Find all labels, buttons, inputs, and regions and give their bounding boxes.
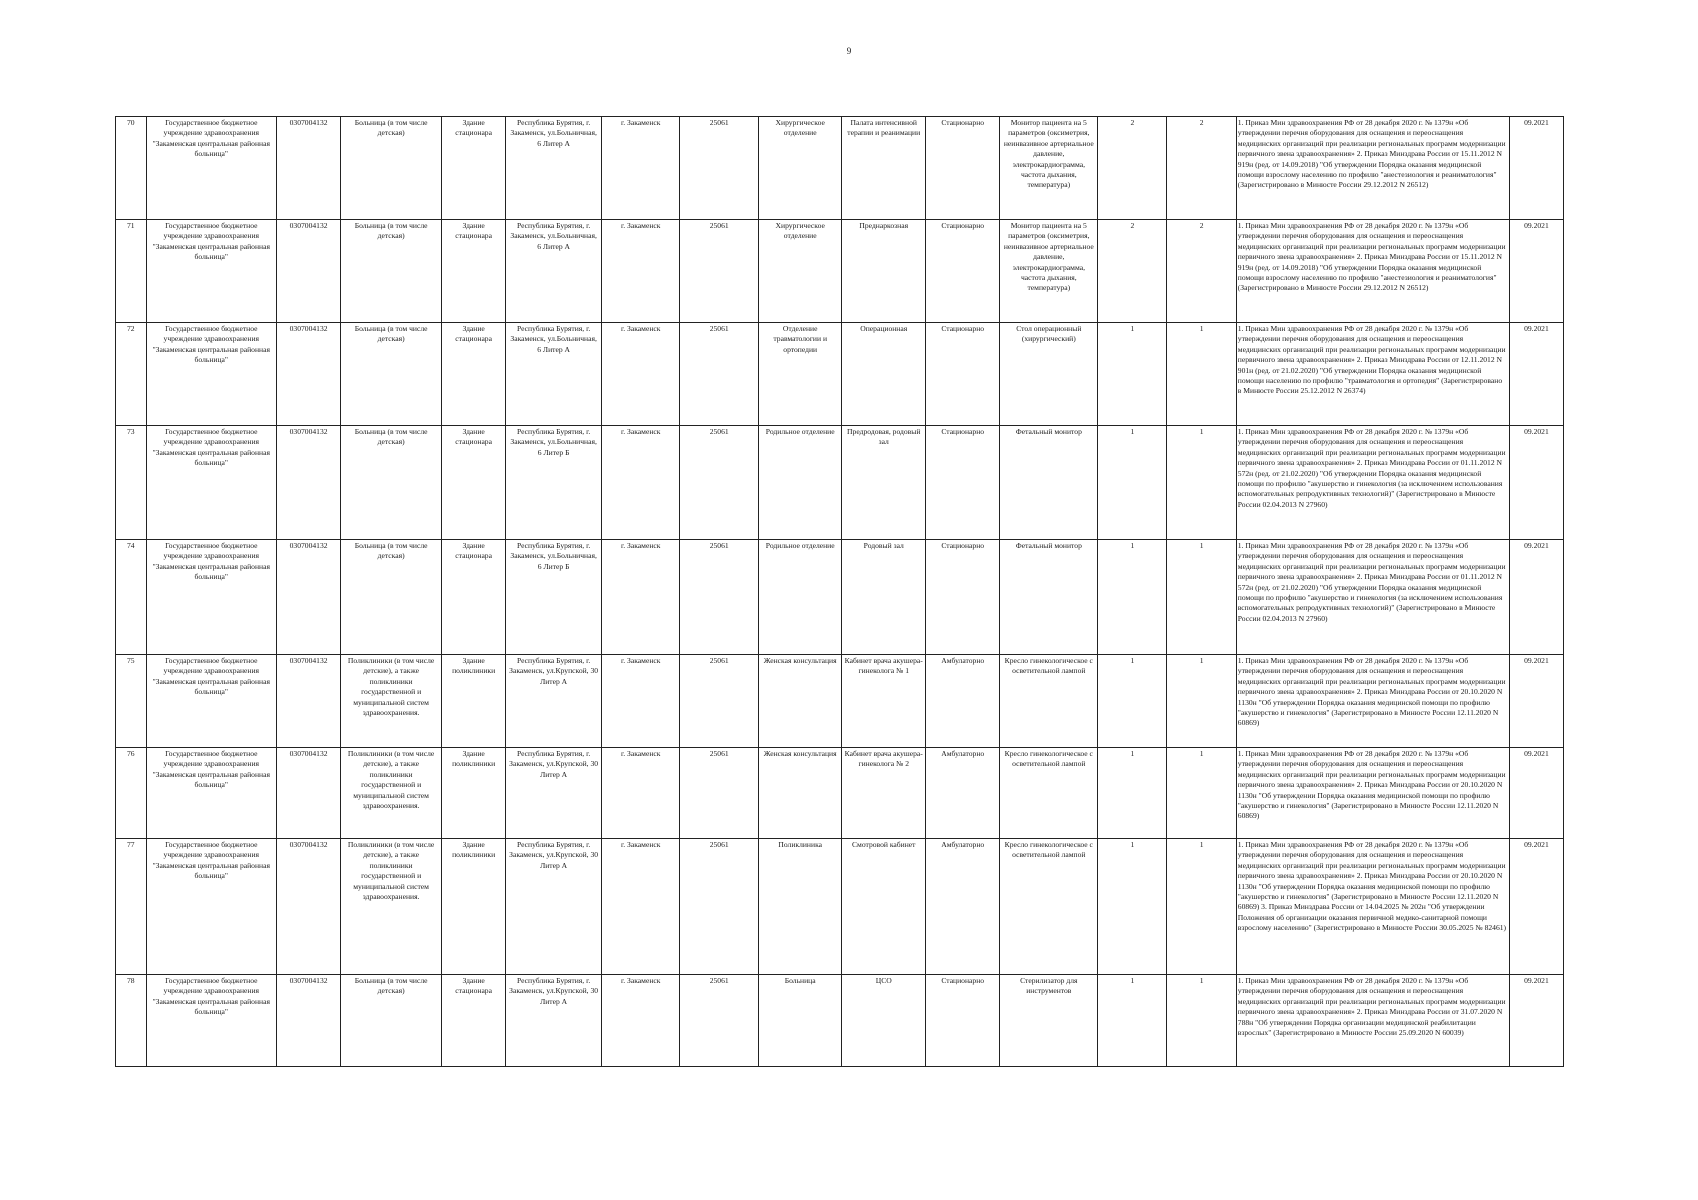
care-mode: Амбулаторно bbox=[926, 655, 1000, 748]
building: Здание стационара bbox=[442, 323, 506, 426]
address: Республика Бурятия, г. Закаменск, ул.Больничная, 6 Литер А bbox=[506, 117, 602, 220]
equipment-name: Кресло гинекологическое с осветительной лампой bbox=[1000, 655, 1098, 748]
address: Республика Бурятия, г. Закаменск, ул.Больничная, 6 Литер Б bbox=[506, 540, 602, 655]
department: Хирургическое отделение bbox=[758, 117, 842, 220]
equipment-name: Кресло гинекологическое с осветительной лампой bbox=[1000, 839, 1098, 975]
facility-type: Больница (в том числе детская) bbox=[341, 975, 442, 1067]
facility-type: Больница (в том числе детская) bbox=[341, 426, 442, 540]
delivery-date: 09.2021 bbox=[1509, 839, 1563, 975]
room: Кабинет врача акушера-гинеколога № 2 bbox=[842, 748, 926, 839]
department: Хирургическое отделение bbox=[758, 220, 842, 323]
quantity-planned: 1 bbox=[1098, 839, 1167, 975]
care-mode: Стационарно bbox=[926, 426, 1000, 540]
quantity-planned: 2 bbox=[1098, 220, 1167, 323]
room: Смотровой кабинет bbox=[842, 839, 926, 975]
organization-code: 0307004132 bbox=[276, 220, 340, 323]
quantity-required: 1 bbox=[1167, 839, 1236, 975]
table-row bbox=[116, 426, 1564, 540]
city: г. Закаменск bbox=[602, 748, 680, 839]
row-number: 70 bbox=[116, 117, 147, 220]
locality-index: 25061 bbox=[680, 540, 758, 655]
row-number: 75 bbox=[116, 655, 147, 748]
building: Здание стационара bbox=[442, 426, 506, 540]
legal-basis: 1. Приказ Мин здравоохранения РФ от 28 декабря 2020 г. № 1379н «Об утверждении перечня оборудования для оснащения и переоснащения медицинских организаций при реализации региональных программ модернизации первичного звена здравоохранения» 2. Приказ Минздрава России от 15.11.2012 N 919н (ред. от 14.09.2018) "Об утверждении Порядка оказания медицинской помощи взрослому населению по профилю "анестезиология и реаниматология" (Зарегистрировано в Минюсте России 29.12.2012 N 26512) bbox=[1236, 220, 1509, 323]
organization-name: Государственное бюджетное учреждение здравоохранения "Закаменская центральная районная больница" bbox=[146, 655, 276, 748]
care-mode: Стационарно bbox=[926, 540, 1000, 655]
building: Здание поликлиники bbox=[442, 748, 506, 839]
room: Предродовая, родовый зал bbox=[842, 426, 926, 540]
quantity-required: 1 bbox=[1167, 655, 1236, 748]
row-number: 73 bbox=[116, 426, 147, 540]
locality-index: 25061 bbox=[680, 655, 758, 748]
care-mode: Стационарно bbox=[926, 975, 1000, 1067]
city: г. Закаменск bbox=[602, 220, 680, 323]
page-number: 9 bbox=[846, 46, 852, 56]
department: Женская консультация bbox=[758, 748, 842, 839]
delivery-date: 09.2021 bbox=[1509, 117, 1563, 220]
organization-name: Государственное бюджетное учреждение здравоохранения "Закаменская центральная районная больница" bbox=[146, 975, 276, 1067]
organization-code: 0307004132 bbox=[276, 748, 340, 839]
table-row bbox=[116, 975, 1564, 1067]
room: Палата интенсивной терапии и реанимации bbox=[842, 117, 926, 220]
room: Кабинет врача акушера-гинеколога № 1 bbox=[842, 655, 926, 748]
organization-code: 0307004132 bbox=[276, 117, 340, 220]
room: Операционная bbox=[842, 323, 926, 426]
department: Поликлиника bbox=[758, 839, 842, 975]
city: г. Закаменск bbox=[602, 540, 680, 655]
building: Здание стационара bbox=[442, 117, 506, 220]
department: Женская консультация bbox=[758, 655, 842, 748]
equipment-name: Фетальный монитор bbox=[1000, 426, 1098, 540]
quantity-planned: 1 bbox=[1098, 975, 1167, 1067]
address: Республика Бурятия, г. Закаменск, ул.Крупской, 30 Литер А bbox=[506, 655, 602, 748]
row-number: 77 bbox=[116, 839, 147, 975]
organization-name: Государственное бюджетное учреждение здравоохранения "Закаменская центральная районная больница" bbox=[146, 117, 276, 220]
city: г. Закаменск bbox=[602, 839, 680, 975]
delivery-date: 09.2021 bbox=[1509, 748, 1563, 839]
legal-basis: 1. Приказ Мин здравоохранения РФ от 28 декабря 2020 г. № 1379н «Об утверждении перечня оборудования для оснащения и переоснащения медицинских организаций при реализации региональных программ модернизации первичного звена здравоохранения» 2. Приказ Минздрава России от 12.11.2012 N 901н (ред. от 21.02.2020) "Об утверждении Порядка оказания медицинской помощи населению по профилю "травматология и ортопедия" (Зарегистрировано в Минюсте России 25.12.2012 N 26374) bbox=[1236, 323, 1509, 426]
facility-type: Больница (в том числе детская) bbox=[341, 220, 442, 323]
building: Здание поликлиники bbox=[442, 655, 506, 748]
quantity-planned: 1 bbox=[1098, 323, 1167, 426]
equipment-name: Кресло гинекологическое с осветительной лампой bbox=[1000, 748, 1098, 839]
row-number: 74 bbox=[116, 540, 147, 655]
care-mode: Стационарно bbox=[926, 117, 1000, 220]
legal-basis: 1. Приказ Мин здравоохранения РФ от 28 декабря 2020 г. № 1379н «Об утверждении перечня оборудования для оснащения и переоснащения медицинских организаций при реализации региональных программ модернизации первичного звена здравоохранения» 2. Приказ Минздрава России от 01.11.2012 N 572н (ред. от 21.02.2020) "Об утверждении Порядка оказания медицинской помощи по профилю "акушерство и гинекология (за исключением использования вспомогательных репродуктивных технологий)" (Зарегистрировано в Минюсте России 02.04.2013 N 27960) bbox=[1236, 426, 1509, 540]
city: г. Закаменск bbox=[602, 655, 680, 748]
address: Республика Бурятия, г. Закаменск, ул.Крупской, 30 Литер А bbox=[506, 839, 602, 975]
care-mode: Стационарно bbox=[926, 220, 1000, 323]
facility-type: Поликлиники (в том числе детские), а также поликлиники государственной и муниципальной систем здравоохранения. bbox=[341, 839, 442, 975]
care-mode: Амбулаторно bbox=[926, 748, 1000, 839]
table-row bbox=[116, 839, 1564, 975]
delivery-date: 09.2021 bbox=[1509, 540, 1563, 655]
quantity-required: 1 bbox=[1167, 540, 1236, 655]
quantity-planned: 1 bbox=[1098, 655, 1167, 748]
delivery-date: 09.2021 bbox=[1509, 975, 1563, 1067]
quantity-planned: 1 bbox=[1098, 540, 1167, 655]
room: Преднаркозная bbox=[842, 220, 926, 323]
department: Родильное отделение bbox=[758, 540, 842, 655]
department: Родильное отделение bbox=[758, 426, 842, 540]
facility-type: Больница (в том числе детская) bbox=[341, 323, 442, 426]
address: Республика Бурятия, г. Закаменск, ул.Больничная, 6 Литер А bbox=[506, 220, 602, 323]
address: Республика Бурятия, г. Закаменск, ул.Крупской, 30 Литер А bbox=[506, 975, 602, 1067]
equipment-name: Монитор пациента на 5 параметров (оксиметрия, неинвазивное артериальное давление, электрокардиограмма, частота дыхания, температура) bbox=[1000, 220, 1098, 323]
locality-index: 25061 bbox=[680, 975, 758, 1067]
equipment-name: Фетальный монитор bbox=[1000, 540, 1098, 655]
address: Республика Бурятия, г. Закаменск, ул.Больничная, 6 Литер А bbox=[506, 323, 602, 426]
address: Республика Бурятия, г. Закаменск, ул.Крупской, 30 Литер А bbox=[506, 748, 602, 839]
table-row bbox=[116, 220, 1564, 323]
organization-name: Государственное бюджетное учреждение здравоохранения "Закаменская центральная районная больница" bbox=[146, 426, 276, 540]
delivery-date: 09.2021 bbox=[1509, 655, 1563, 748]
organization-code: 0307004132 bbox=[276, 655, 340, 748]
table-row bbox=[116, 655, 1564, 748]
organization-name: Государственное бюджетное учреждение здравоохранения "Закаменская центральная районная больница" bbox=[146, 839, 276, 975]
legal-basis: 1. Приказ Мин здравоохранения РФ от 28 декабря 2020 г. № 1379н «Об утверждении перечня оборудования для оснащения и переоснащения медицинских организаций при реализации региональных программ модернизации первичного звена здравоохранения» 2. Приказ Минздрава России от 15.11.2012 N 919н (ред. от 14.09.2018) "Об утверждении Порядка оказания медицинской помощи взрослому населению по профилю "анестезиология и реаниматология" (Зарегистрировано в Минюсте России 29.12.2012 N 26512) bbox=[1236, 117, 1509, 220]
table-row bbox=[116, 323, 1564, 426]
department: Отделение травматологии и ортопедии bbox=[758, 323, 842, 426]
row-number: 78 bbox=[116, 975, 147, 1067]
quantity-required: 1 bbox=[1167, 748, 1236, 839]
quantity-required: 2 bbox=[1167, 220, 1236, 323]
locality-index: 25061 bbox=[680, 426, 758, 540]
care-mode: Амбулаторно bbox=[926, 839, 1000, 975]
row-number: 76 bbox=[116, 748, 147, 839]
legal-basis: 1. Приказ Мин здравоохранения РФ от 28 декабря 2020 г. № 1379н «Об утверждении перечня оборудования для оснащения и переоснащения медицинских организаций при реализации региональных программ модернизации первичного звена здравоохранения» 2. Приказ Минздрава России от 01.11.2012 N 572н (ред. от 21.02.2020) "Об утверждении Порядка оказания медицинской помощи по профилю "акушерство и гинекология (за исключением использования вспомогательных репродуктивных технологий)" (Зарегистрировано в Минюсте России 02.04.2013 N 27960) bbox=[1236, 540, 1509, 655]
organization-code: 0307004132 bbox=[276, 540, 340, 655]
room: ЦСО bbox=[842, 975, 926, 1067]
facility-type: Поликлиники (в том числе детские), а также поликлиники государственной и муниципальной систем здравоохранения. bbox=[341, 655, 442, 748]
locality-index: 25061 bbox=[680, 839, 758, 975]
facility-type: Больница (в том числе детская) bbox=[341, 117, 442, 220]
delivery-date: 09.2021 bbox=[1509, 426, 1563, 540]
organization-name: Государственное бюджетное учреждение здравоохранения "Закаменская центральная районная больница" bbox=[146, 323, 276, 426]
organization-code: 0307004132 bbox=[276, 426, 340, 540]
quantity-required: 1 bbox=[1167, 975, 1236, 1067]
organization-name: Государственное бюджетное учреждение здравоохранения "Закаменская центральная районная больница" bbox=[146, 220, 276, 323]
legal-basis: 1. Приказ Мин здравоохранения РФ от 28 декабря 2020 г. № 1379н «Об утверждении перечня оборудования для оснащения и переоснащения медицинских организаций при реализации региональных программ модернизации первичного звена здравоохранения» 2. Приказ Минздрава России от 31.07.2020 N 788н "Об утверждении Порядка организации медицинской реабилитации взрослых" (Зарегистрировано в Минюсте России 25.09.2020 N 60039) bbox=[1236, 975, 1509, 1067]
legal-basis: 1. Приказ Мин здравоохранения РФ от 28 декабря 2020 г. № 1379н «Об утверждении перечня оборудования для оснащения и переоснащения медицинских организаций при реализации региональных программ модернизации первичного звена здравоохранения» 2. Приказ Минздрава России от 20.10.2020 N 1130н "Об утверждении Порядка оказания медицинской помощи по профилю "акушерство и гинекология" (Зарегистрировано в Минюсте России 12.11.2020 N 60869) bbox=[1236, 748, 1509, 839]
city: г. Закаменск bbox=[602, 975, 680, 1067]
organization-code: 0307004132 bbox=[276, 323, 340, 426]
locality-index: 25061 bbox=[680, 117, 758, 220]
equipment-register-table bbox=[115, 116, 1564, 1067]
table-row bbox=[116, 748, 1564, 839]
building: Здание стационара bbox=[442, 975, 506, 1067]
facility-type: Поликлиники (в том числе детские), а также поликлиники государственной и муниципальной систем здравоохранения. bbox=[341, 748, 442, 839]
table-row bbox=[116, 540, 1564, 655]
organization-code: 0307004132 bbox=[276, 975, 340, 1067]
quantity-planned: 2 bbox=[1098, 117, 1167, 220]
delivery-date: 09.2021 bbox=[1509, 323, 1563, 426]
organization-name: Государственное бюджетное учреждение здравоохранения "Закаменская центральная районная больница" bbox=[146, 540, 276, 655]
locality-index: 25061 bbox=[680, 748, 758, 839]
city: г. Закаменск bbox=[602, 117, 680, 220]
quantity-planned: 1 bbox=[1098, 748, 1167, 839]
city: г. Закаменск bbox=[602, 426, 680, 540]
quantity-required: 1 bbox=[1167, 323, 1236, 426]
organization-code: 0307004132 bbox=[276, 839, 340, 975]
city: г. Закаменск bbox=[602, 323, 680, 426]
address: Республика Бурятия, г. Закаменск, ул.Больничная, 6 Литер Б bbox=[506, 426, 602, 540]
equipment-name: Стерилизатор для инструментов bbox=[1000, 975, 1098, 1067]
quantity-required: 1 bbox=[1167, 426, 1236, 540]
building: Здание поликлиники bbox=[442, 839, 506, 975]
delivery-date: 09.2021 bbox=[1509, 220, 1563, 323]
care-mode: Стационарно bbox=[926, 323, 1000, 426]
equipment-name: Стол операционный (хирургический) bbox=[1000, 323, 1098, 426]
quantity-required: 2 bbox=[1167, 117, 1236, 220]
locality-index: 25061 bbox=[680, 220, 758, 323]
legal-basis: 1. Приказ Мин здравоохранения РФ от 28 декабря 2020 г. № 1379н «Об утверждении перечня оборудования для оснащения и переоснащения медицинских организаций при реализации региональных программ модернизации первичного звена здравоохранения» 2. Приказ Минздрава России от 20.10.2020 N 1130н "Об утверждении Порядка оказания медицинской помощи по профилю "акушерство и гинекология" (Зарегистрировано в Минюсте России 12.11.2020 N 60869) bbox=[1236, 655, 1509, 748]
equipment-name: Монитор пациента на 5 параметров (оксиметрия, неинвазивное артериальное давление, электрокардиограмма, частота дыхания, температура) bbox=[1000, 117, 1098, 220]
facility-type: Больница (в том числе детская) bbox=[341, 540, 442, 655]
room: Родовый зал bbox=[842, 540, 926, 655]
organization-name: Государственное бюджетное учреждение здравоохранения "Закаменская центральная районная больница" bbox=[146, 748, 276, 839]
department: Больница bbox=[758, 975, 842, 1067]
building: Здание стационара bbox=[442, 540, 506, 655]
row-number: 72 bbox=[116, 323, 147, 426]
table-row bbox=[116, 117, 1564, 220]
building: Здание стационара bbox=[442, 220, 506, 323]
row-number: 71 bbox=[116, 220, 147, 323]
locality-index: 25061 bbox=[680, 323, 758, 426]
legal-basis: 1. Приказ Мин здравоохранения РФ от 28 декабря 2020 г. № 1379н «Об утверждении перечня оборудования для оснащения и переоснащения медицинских организаций при реализации региональных программ модернизации первичного звена здравоохранения» 2. Приказ Минздрава России от 20.10.2020 N 1130н "Об утверждении Порядка оказания медицинской помощи по профилю "акушерство и гинекология" (Зарегистрировано в Минюсте России 12.11.2020 N 60869) 3. Приказ Минздрава России от 14.04.2025 № 202н "Об утверждении Положения об организации оказания первичной медико-санитарной помощи взрослому населению" (Зарегистрировано в Минюсте России 30.05.2025 № 82461) bbox=[1236, 839, 1509, 975]
quantity-planned: 1 bbox=[1098, 426, 1167, 540]
